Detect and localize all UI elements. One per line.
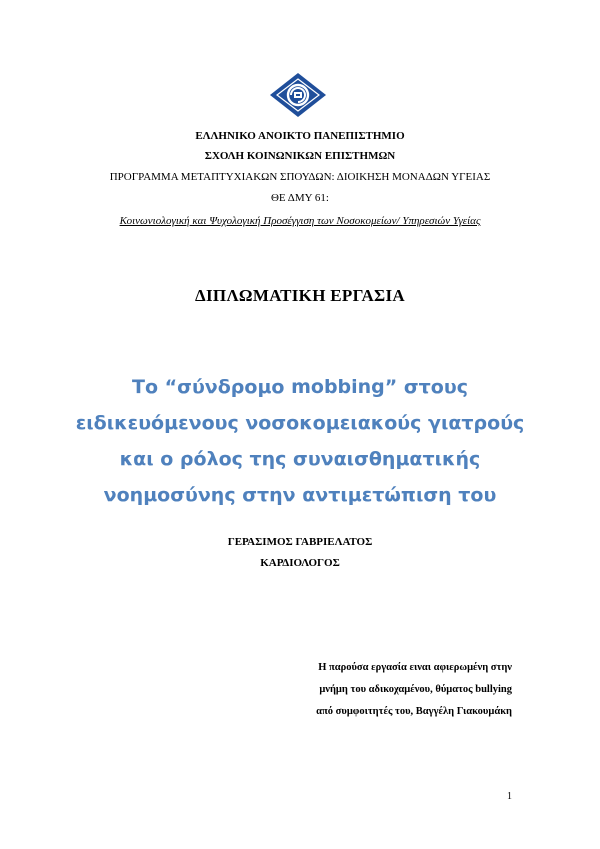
thesis-title <box>0 369 600 513</box>
page-number: 1 <box>507 791 512 802</box>
thesis-type-heading: ΔΙΠΛΩΜΑΤΙΚΗ ΕΡΓΑΣΙΑ <box>195 286 405 305</box>
thesis-title-line: ειδικευόμενους νοσοκομειακούς γιατρούς <box>75 412 525 434</box>
university-logo-icon <box>269 72 327 118</box>
author-name: ΓΕΡΑΣΙΜΟΣ ΓΑΒΡΙΕΛΑΤΟΣ <box>227 536 373 548</box>
dedication-line: Η παρούσα εργασία ειναι αφιερωμένη στην <box>318 662 512 673</box>
university-name: ΕΛΛΗΝΙΚΟ ΑΝΟΙΚΤΟ ΠΑΝΕΠΙΣΤΗΜΙΟ <box>195 130 405 142</box>
dedication-line: μνήμη του αδικοχαμένου, θύματος bullying <box>319 684 512 695</box>
program-name: ΠΡΟΓΡΑΜΜΑ ΜΕΤΑΠΤΥΧΙΑΚΩΝ ΣΠΟΥΔΩΝ: ΔΙΟΙΚΗΣΗ ΜΟΝΑΔΩΝ ΥΓΕΙΑΣ <box>109 171 491 183</box>
module-subject: Κοινωνιολογική και Ψυχολογική Προσέγγιση των Νοσοκομείων/ Υπηρεσιών Υγείας <box>119 215 481 227</box>
thesis-title-line: νοημοσύνης στην αντιμετώπιση του <box>103 484 497 506</box>
thesis-title-line: Το “σύνδρομο mobbing” στους <box>132 376 468 398</box>
school-name: ΣΧΟΛΗ ΚΟΙΝΩΝΙΚΩΝ ΕΠΙΣΤΗΜΩΝ <box>204 150 396 162</box>
module-code: ΘΕ ΔΜΥ 61: <box>270 192 329 204</box>
dedication <box>316 657 512 723</box>
thesis-title-line: και ο ρόλος της συναισθηματικής <box>119 448 481 470</box>
dedication-line: από συμφοιτητές του, Βαγγέλη Γιακουμάκη <box>316 706 512 717</box>
author-role: ΚΑΡΔΙΟΛΟΓΟΣ <box>260 557 340 569</box>
